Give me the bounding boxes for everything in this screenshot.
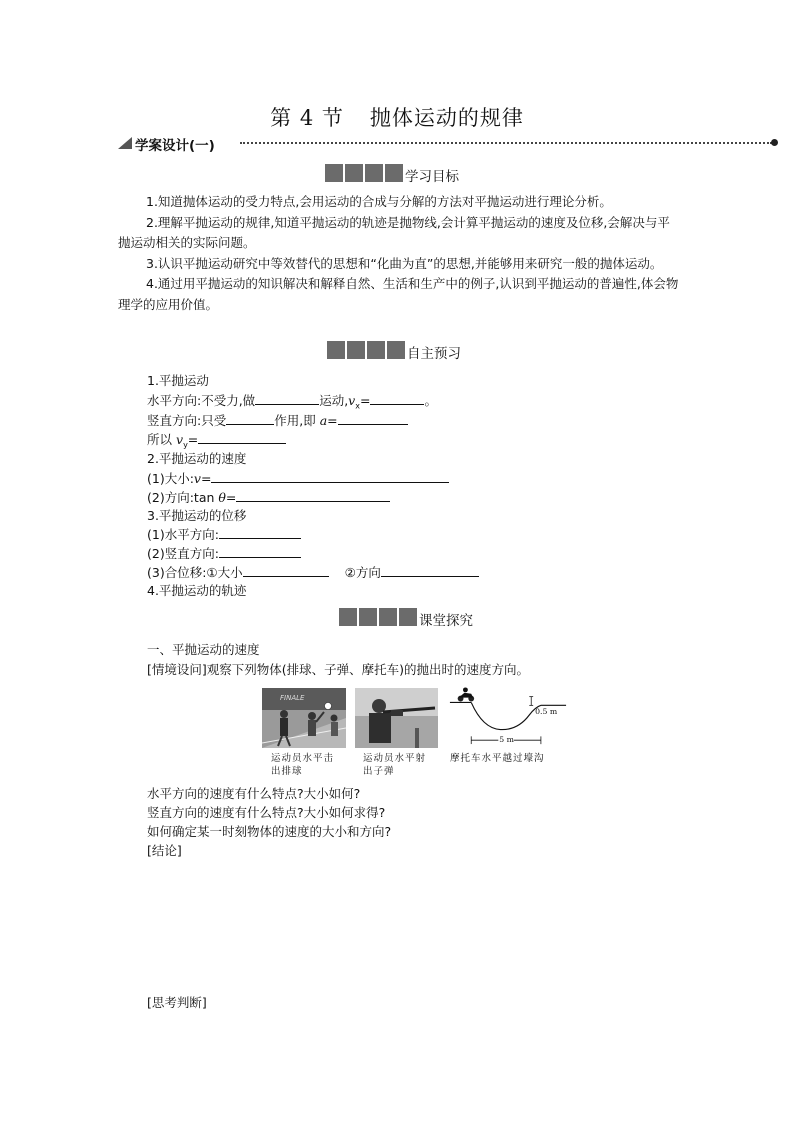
blank-field[interactable] [338, 412, 408, 425]
explore-sub-head: 一、平抛运动的速度 [147, 642, 260, 657]
blank-field[interactable] [198, 431, 286, 444]
svg-text:FINALE: FINALE [280, 694, 305, 702]
section-blocks [327, 341, 405, 359]
design-label: 学案设计(一) [135, 138, 215, 154]
blank-field[interactable] [255, 392, 319, 405]
conclusion-label: [结论] [147, 843, 182, 858]
blank-field[interactable] [236, 489, 390, 502]
divider-end-dot [771, 139, 778, 146]
preview-item-3-head: 3.平抛运动的位移 [147, 508, 247, 523]
so-vy-line: 所以 $v_y=$ [147, 430, 286, 450]
horizontal-motion-line: 水平方向:不受力,做 运动$,v_x=$ 。 [147, 393, 437, 411]
shooter-photo [355, 688, 438, 748]
motorcycle-ditch-diagram [448, 686, 568, 746]
question-horizontal: 水平方向的速度有什么特点?大小如何? [147, 786, 361, 801]
volleyball-photo [262, 688, 346, 748]
section-goals-header [325, 164, 485, 185]
speed-size-line: (1)大小:v= [147, 469, 449, 487]
preview-item-1-head: 1.平抛运动 [147, 373, 209, 388]
speed-direction-line: (2)方向:tan θ= [147, 488, 390, 506]
vertical-motion-line: 竖直方向:只受 作用,即 a= [147, 411, 408, 429]
displacement-horizontal-line: (1)水平方向: [147, 525, 301, 543]
goal-item: 1.知道抛体运动的受力特点,会用运动的合成与分解的方法对平抛运动进行理论分析。 [146, 194, 612, 209]
blank-field[interactable] [211, 470, 449, 483]
design-bar [118, 134, 778, 154]
title-section: 第 4 节 [270, 106, 344, 130]
question-vertical: 竖直方向的速度有什么特点?大小如何求得? [147, 805, 386, 820]
goal-item: 2.理解平抛运动的规律,知道平抛运动的轨迹是抛物线,会计算平抛运动的速度及位移,会解决与平抛运动相关的实际问题。 [118, 214, 670, 250]
caption-shooter: 运动员水平射 出子弹 [363, 753, 427, 777]
triangle-icon [118, 137, 132, 149]
blank-field[interactable] [370, 392, 424, 405]
dotted-divider [240, 142, 772, 144]
section-blocks [325, 164, 403, 182]
goal-item: 3.认识平抛运动研究中等效替代的思想和“化曲为直”的思想,并能够用来研究一般的抛体运动。 [146, 255, 663, 271]
blank-field[interactable] [226, 412, 274, 425]
goal-item: 4.通过用平抛运动的知识解决和解释自然、生活和生产中的例子,认识到平抛运动的普遍性,体会物理学的应用价值。 [118, 276, 679, 312]
think-judge-label: [思考判断] [147, 995, 207, 1010]
page-title [0, 102, 794, 132]
blank-field[interactable] [219, 545, 301, 558]
question-instant: 如何确定某一时刻物体的速度的大小和方向? [147, 824, 392, 839]
section-preview-label: 自主预习 [407, 346, 461, 362]
scenario-question: [情境设问]观察下列物体(排球、子弹、摩托车)的抛出时的速度方向。 [147, 662, 530, 677]
section-blocks [339, 608, 417, 626]
section-explore-label: 课堂探究 [419, 613, 473, 629]
caption-volleyball: 运动员水平击 出排球 [271, 753, 335, 777]
section-explore-header [339, 608, 499, 629]
displacement-vertical-line: (2)竖直方向: [147, 544, 301, 562]
ditch-depth-label: 0.5 m [535, 707, 558, 717]
section-preview-header [327, 341, 487, 362]
total-displacement-line: (3)合位移:①大小 ②方向 [147, 563, 479, 581]
blank-field[interactable] [381, 564, 479, 577]
caption-motorcycle: 摩托车水平越过壕沟 [450, 753, 545, 764]
goals-list [118, 192, 680, 315]
blank-field[interactable] [243, 564, 329, 577]
preview-item-2-head: 2.平抛运动的速度 [147, 451, 247, 466]
preview-item-4-head: 4.平抛运动的轨迹 [147, 583, 247, 598]
ditch-width-label: 5 m [499, 735, 515, 745]
section-goals-label: 学习目标 [405, 169, 459, 185]
blank-field[interactable] [219, 526, 301, 539]
title-name: 抛体运动的规律 [369, 106, 524, 130]
